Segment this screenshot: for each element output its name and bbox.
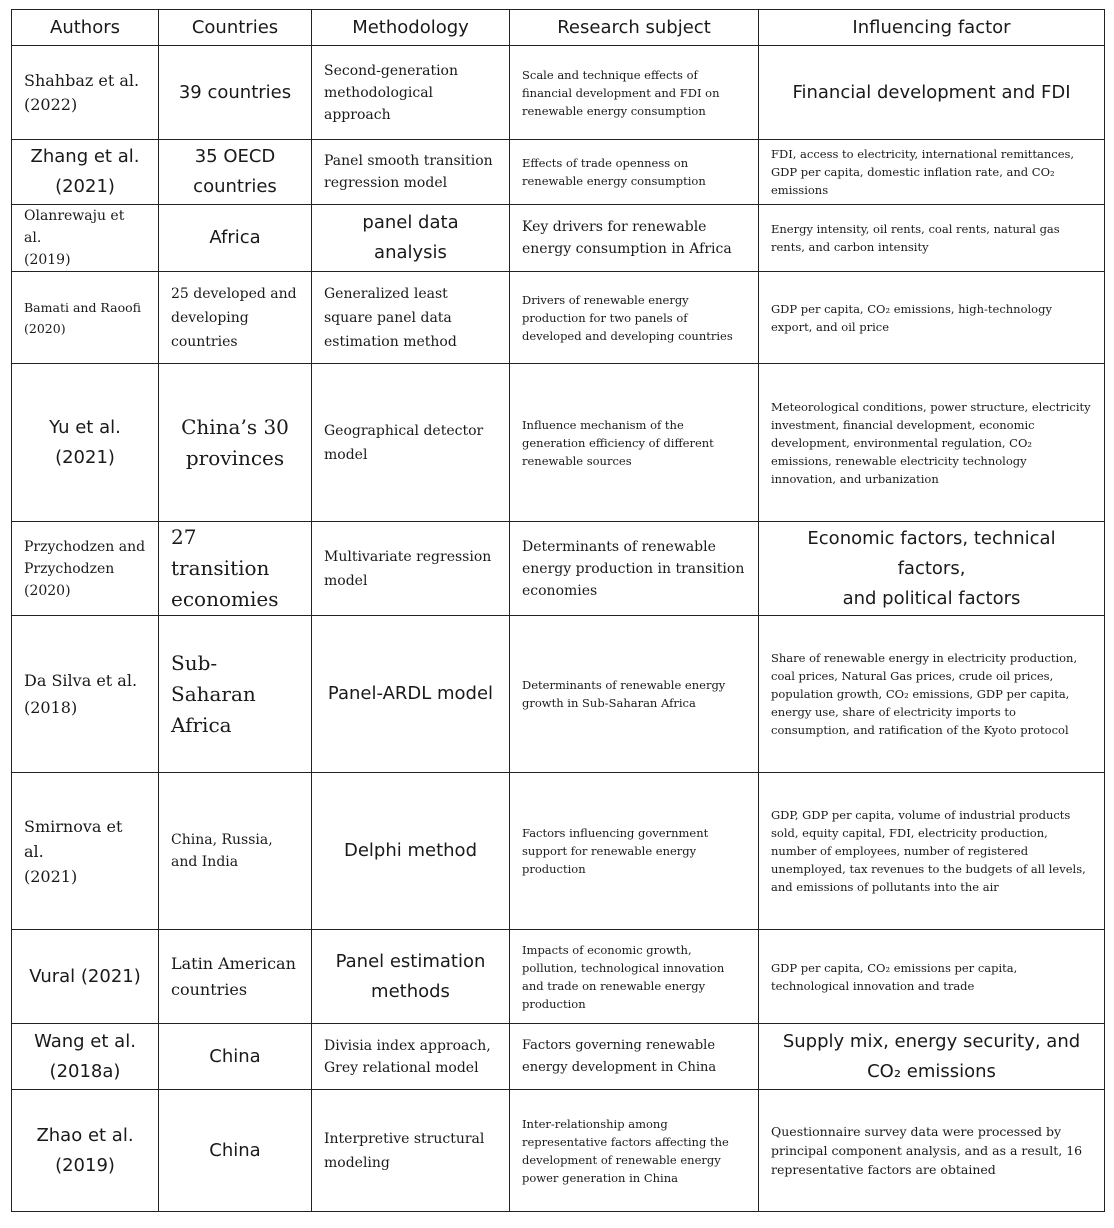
cell-factor: GDP per capita, CO₂ emissions per capita, technological innovation and trade (759, 930, 1105, 1024)
cell-subject: Effects of trade openness on renewable energy consumption (510, 140, 759, 205)
cell-authors: Zhang et al. (2021) (12, 140, 159, 205)
cell-authors: Smirnova et al. (2021) (12, 773, 159, 930)
cell-methodology: Multivariate regression model (312, 522, 510, 616)
table-row (12, 1090, 1105, 1212)
cell-subject: Key drivers for renewable energy consumption in Africa (510, 205, 759, 272)
cell-methodology: Panel smooth transition regression model (312, 140, 510, 205)
cell-authors: Bamati and Raoofi (2020) (12, 272, 159, 364)
cell-factor: FDI, access to electricity, international remittances, GDP per capita, domestic inflation rate, and CO₂ emissions (759, 140, 1105, 205)
header-authors: Authors (12, 10, 159, 46)
cell-methodology: Second-generation methodological approach (312, 46, 510, 140)
header-research-subject: Research subject (510, 10, 759, 46)
cell-countries: 27 transition economies (159, 522, 312, 616)
cell-factor: Economic factors, technical factors, and political factors (759, 522, 1105, 616)
cell-factor: Financial development and FDI (759, 46, 1105, 140)
cell-authors: Wang et al. (2018a) (12, 1024, 159, 1090)
cell-countries: China’s 30 provinces (159, 364, 312, 522)
cell-methodology: Interpretive structural modeling (312, 1090, 510, 1212)
cell-subject: Determinants of renewable energy growth in Sub-Saharan Africa (510, 616, 759, 773)
cell-factor: Meteorological conditions, power structure, electricity investment, financial development, economic development, environmental regulation, CO₂ emissions, renewable electricity technology innovation, and urbanization (759, 364, 1105, 522)
header-influencing-factor: Influencing factor (759, 10, 1105, 46)
table-row (12, 773, 1105, 930)
cell-countries: 25 developed and developing countries (159, 272, 312, 364)
cell-methodology: Geographical detector model (312, 364, 510, 522)
cell-methodology: Delphi method (312, 773, 510, 930)
header-methodology: Methodology (312, 10, 510, 46)
cell-subject: Impacts of economic growth, pollution, technological innovation and trade on renewable energy production (510, 930, 759, 1024)
cell-countries: China (159, 1024, 312, 1090)
cell-methodology: Panel-ARDL model (312, 616, 510, 773)
table-row (12, 522, 1105, 616)
cell-factor: GDP per capita, CO₂ emissions, high-technology export, and oil price (759, 272, 1105, 364)
cell-countries: Africa (159, 205, 312, 272)
cell-countries: China (159, 1090, 312, 1212)
cell-authors: Yu et al. (2021) (12, 364, 159, 522)
cell-authors: Vural (2021) (12, 930, 159, 1024)
header-countries: Countries (159, 10, 312, 46)
cell-methodology: panel data analysis (312, 205, 510, 272)
table-row (12, 272, 1105, 364)
table-row (12, 140, 1105, 205)
cell-subject: Inter-relationship among representative factors affecting the development of renewable energy power generation in China (510, 1090, 759, 1212)
table-row (12, 364, 1105, 522)
cell-methodology: Generalized least square panel data estimation method (312, 272, 510, 364)
literature-table (11, 9, 1105, 1212)
cell-authors: Zhao et al. (2019) (12, 1090, 159, 1212)
table-row (12, 1024, 1105, 1090)
cell-methodology: Divisia index approach, Grey relational model (312, 1024, 510, 1090)
cell-countries: China, Russia, and India (159, 773, 312, 930)
cell-factor: Questionnaire survey data were processed by principal component analysis, and as a result, 16 representative factors are obtained (759, 1090, 1105, 1212)
table-row (12, 616, 1105, 773)
cell-countries: 35 OECD countries (159, 140, 312, 205)
cell-subject: Scale and technique effects of financial development and FDI on renewable energy consumption (510, 46, 759, 140)
header-row (12, 10, 1105, 46)
cell-factor: GDP, GDP per capita, volume of industrial products sold, equity capital, FDI, electricity production, number of employees, number of registered unemployed, tax revenues to the budgets of all levels, and emissions of pollutants into the air (759, 773, 1105, 930)
cell-subject: Determinants of renewable energy production in transition economies (510, 522, 759, 616)
cell-factor: Energy intensity, oil rents, coal rents, natural gas rents, and carbon intensity (759, 205, 1105, 272)
cell-countries: Sub-Saharan Africa (159, 616, 312, 773)
cell-authors: Przychodzen and Przychodzen (2020) (12, 522, 159, 616)
cell-factor: Supply mix, energy security, and CO₂ emissions (759, 1024, 1105, 1090)
cell-factor: Share of renewable energy in electricity production, coal prices, Natural Gas prices, crude oil prices, population growth, CO₂ emissions, GDP per capita, energy use, share of electricity imports to consumption, and ratification of the Kyoto protocol (759, 616, 1105, 773)
table-row (12, 205, 1105, 272)
cell-methodology: Panel estimation methods (312, 930, 510, 1024)
cell-authors: Olanrewaju et al. (2019) (12, 205, 159, 272)
cell-countries: 39 countries (159, 46, 312, 140)
table-row (12, 46, 1105, 140)
cell-subject: Factors governing renewable energy development in China (510, 1024, 759, 1090)
cell-subject: Influence mechanism of the generation efficiency of different renewable sources (510, 364, 759, 522)
cell-subject: Drivers of renewable energy production for two panels of developed and developing countries (510, 272, 759, 364)
table-row (12, 930, 1105, 1024)
cell-authors: Da Silva et al. (2018) (12, 616, 159, 773)
cell-subject: Factors influencing government support for renewable energy production (510, 773, 759, 930)
cell-authors: Shahbaz et al. (2022) (12, 46, 159, 140)
cell-countries: Latin American countries (159, 930, 312, 1024)
